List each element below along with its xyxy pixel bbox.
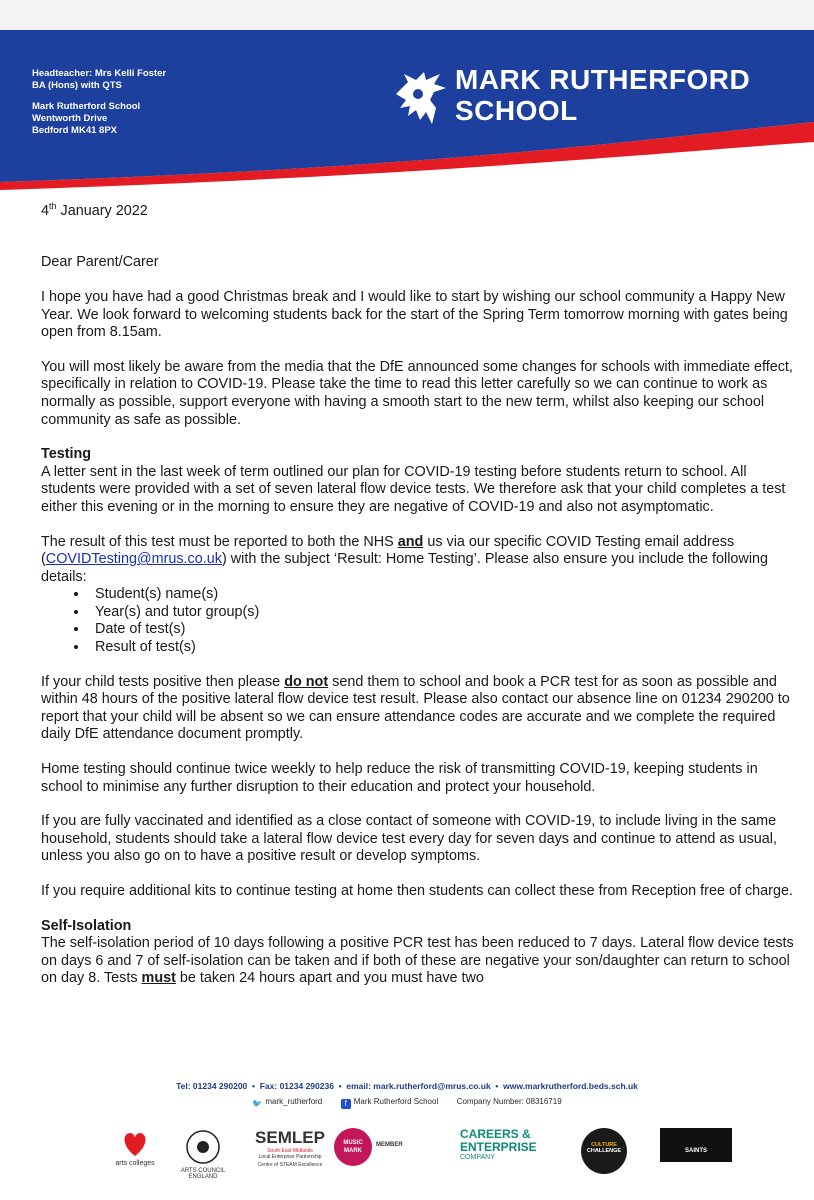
arts-council-logo: ARTS COUNCIL ENGLAND (180, 1128, 226, 1180)
school-address-street: Wentworth Drive (32, 113, 108, 124)
school-name-line1: MARK RUTHERFORD (455, 64, 751, 95)
greeting: Dear Parent/Carer (41, 254, 159, 271)
paragraph-close-contact: If you are fully vaccinated and identified as a close contact of someone with COVID-19, to include living in the same household, students should take a lateral flow device test every day for seven days and continue to attend as usual, unless you also go on to have a positive result or develop symptoms. (41, 813, 777, 865)
letterhead (0, 30, 814, 190)
heading-self-isolation: Self-Isolation (41, 917, 132, 934)
list-item: • Student(s) name(s) (89, 586, 801, 604)
school-name (455, 64, 750, 126)
footer-contact-line: Tel: 01234 290200 • Fax: 01234 290236 • email: mark.rutherford@mrus.co.uk • www.markrutherford.beds.sch.uk (176, 1081, 638, 1091)
letter-body (41, 196, 801, 988)
partner-logos: arts colleges ARTS COUNCIL ENGLAND SEMLEP South East Midlands Local Enterprise Partnership Centre of STEAM Excellence MUSIC MARK MEMBER CAREERS & ENTERPRISE COMPANY CULTURE CHALLENGE SAINTS (0, 1116, 814, 1196)
footer-social-line (0, 1097, 814, 1109)
list-item: • Result of test(s) (89, 639, 801, 657)
details-list (41, 586, 801, 656)
paragraph-welcome: I hope you have had a good Christmas break and I would like to start by wishing our school community a Happy New Year. We look forward to welcoming students back for the start of the Spring Term tomorrow morning with gates being open from 8.15am. (41, 288, 788, 341)
covid-testing-email-link[interactable]: COVIDTesting@mrus.co.uk (45, 551, 222, 568)
heart-icon (120, 1128, 150, 1158)
saints-logo: SAINTS (660, 1128, 732, 1162)
contact-block (32, 68, 166, 137)
list-item: • Date of test(s) (89, 621, 801, 639)
school-name-line2: SCHOOL (455, 95, 578, 126)
careers-enterprise-logo: CAREERS & ENTERPRISE COMPANY (460, 1127, 537, 1161)
footer-company-number: Company Number: 08316719 (456, 1097, 562, 1106)
paragraph-dfe-changes: You will most likely be aware from the media that the DfE announced some changes for schools with immediate effect, specifically in relation to COVID-19. Please take the time to read this letter carefully so we can continue to work as normally as possible, support everyone with having a smooth start to the new term, whilst also keeping our school community as safe as possible. (41, 358, 793, 428)
list-item: • Year(s) and tutor group(s) (89, 604, 801, 622)
arts-council-circle-icon (184, 1128, 222, 1166)
paragraph-self-isolation: The self-isolation period of 10 days following a positive PCR test has been reduced to 7 days. Lateral flow device tests on days 6 and 7 of self-isolation can be taken and if both of these are negative your son/daughter can return to school on day 8. Tests must be taken 24 hours apart and you must have two (41, 935, 794, 987)
paragraph-additional-kits: If you require additional kits to continue testing at home then students can collect these from Reception free of charge. (41, 883, 793, 900)
school-address-name: Mark Rutherford School (32, 101, 141, 112)
footer-twitter[interactable]: mark_rutherford (265, 1097, 323, 1106)
letter-footer (0, 1076, 814, 1200)
footer-email[interactable]: email: mark.rutherford@mrus.co.uk (346, 1081, 491, 1091)
facebook-icon: f (341, 1099, 351, 1109)
griffin-icon (390, 68, 450, 130)
qualifications: BA (Hons) with QTS (32, 80, 122, 91)
headteacher: Headteacher: Mrs Kelli Foster (32, 68, 167, 79)
footer-website[interactable]: www.markrutherford.beds.sch.uk (503, 1081, 638, 1091)
twitter-icon: 🐦 (252, 1099, 263, 1108)
paragraph-report-result: The result of this test must be reported to both the NHS and us via our specific COVID Testing email address (COVIDTesting@mrus.co.uk) with the subject ‘Result: Home Testing’. Please also ensure you include the following details: (41, 533, 769, 585)
paragraph-home-testing: Home testing should continue twice weekly to help reduce the risk of transmitting COVID-19, keeping students in school to minimise any further disruption to their education and protect your household. (41, 761, 758, 795)
school-address-town: Bedford MK41 8PX (32, 125, 117, 136)
letter-date: 4th January 2022 (41, 201, 148, 219)
top-strip (0, 0, 814, 30)
footer-fax: Fax: 01234 290236 (259, 1081, 334, 1091)
paragraph-testing-plan: A letter sent in the last week of term outlined our plan for COVID-19 testing before students return to school. All students were provided with a set of seven lateral flow device tests. We therefore ask that your child completes a test either this evening or in the morning to ensure they are negative of COVID-19 and also not asymptomatic. (41, 463, 786, 515)
arts-colleges-logo: arts colleges (110, 1128, 160, 1167)
heading-testing: Testing (41, 446, 92, 463)
paragraph-positive-test: If your child tests positive then please do not send them to school and book a PCR test for as soon as possible and within 48 hours of the positive lateral flow device test result. Please also contact our absence line on 01234 290200 to report that your child will be absent so we can ensure attendance codes are accurate and we complete the required daily DfE attendance document promptly. (41, 673, 790, 743)
culture-challenge-logo: CULTURE CHALLENGE (578, 1128, 630, 1174)
semlep-logo: SEMLEP South East Midlands Local Enterprise Partnership Centre of STEAM Excellence (255, 1128, 325, 1168)
footer-tel: Tel: 01234 290200 (176, 1081, 248, 1091)
footer-facebook[interactable]: Mark Rutherford School (353, 1097, 439, 1106)
